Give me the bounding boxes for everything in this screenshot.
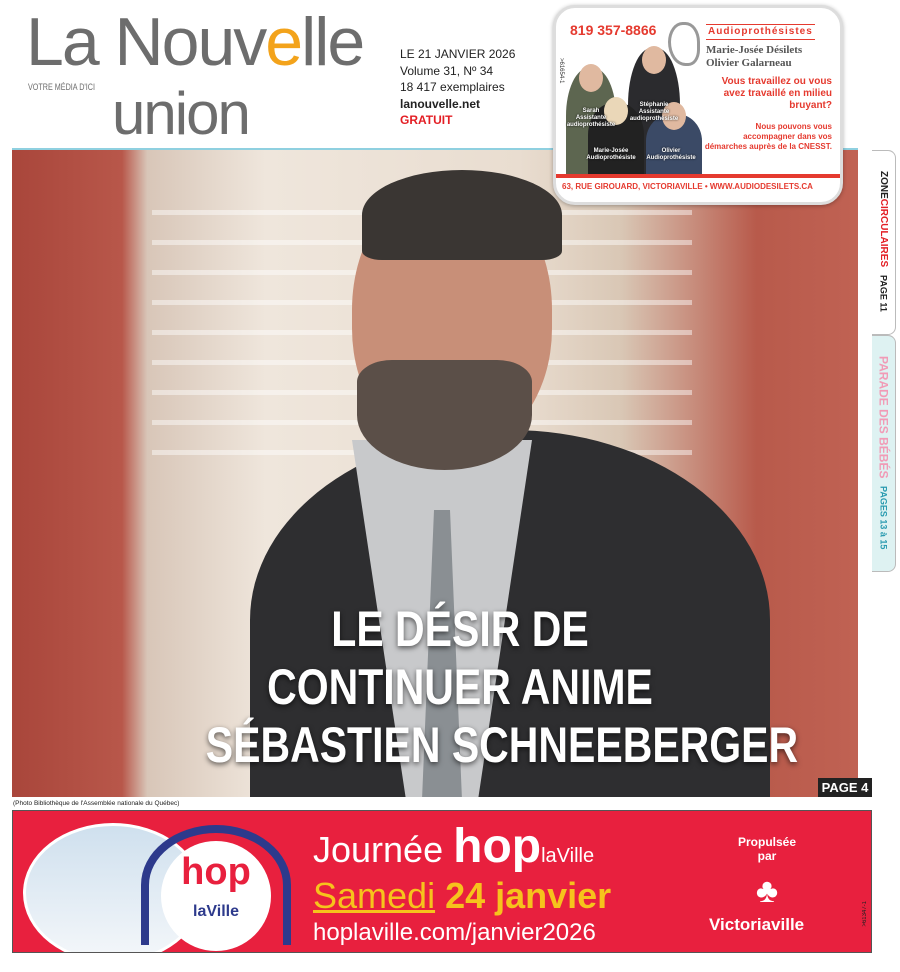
issue-date: LE 21 JANVIER 2026 xyxy=(400,47,516,61)
date-text: 24 janvier xyxy=(445,875,612,916)
tab-title-circulaires: CIRCULAIRES xyxy=(878,198,889,268)
ad-name: Olivier Galarneau xyxy=(706,57,792,69)
logo-text: lle xyxy=(301,4,364,80)
logo-sub: laVille xyxy=(193,903,239,920)
ad-code: >61654-1 xyxy=(558,58,564,84)
headline-line: SÉBASTIEN SCHNEEBERGER xyxy=(205,717,799,773)
tab-title xyxy=(878,171,889,267)
person-role: Audioprothésiste xyxy=(646,155,696,161)
ad-phone: 819 357-8866 xyxy=(570,22,657,38)
photo-credit: (Photo Bibliothèque de l'Assemblée nationale du Québec) xyxy=(13,800,180,807)
tab-zone-circulaires[interactable] xyxy=(872,150,896,335)
hop-la-ville-ad[interactable] xyxy=(12,810,872,953)
website-link[interactable]: lanouvelle.net xyxy=(400,96,481,111)
divider xyxy=(556,174,840,178)
tab-page: PAGE 11 xyxy=(878,275,889,312)
date-day: Samedi xyxy=(313,875,436,916)
headline-line: LE DÉSIR DE xyxy=(331,601,589,657)
person-name: Sarah xyxy=(582,108,600,114)
title-hop: hop xyxy=(453,820,542,873)
headline[interactable] xyxy=(205,600,799,774)
ad-name: Marie-Josée Désilets xyxy=(706,44,803,56)
ad-question: Vous travaillez ou vous avez travaillé en milieu bruyant? xyxy=(721,76,832,111)
staff-photo xyxy=(562,48,702,174)
logo-la-nouvelle xyxy=(26,4,364,80)
person-name: Stéphanie xyxy=(639,102,669,108)
logo-text: La Nouv xyxy=(26,4,266,80)
issue-info xyxy=(400,46,515,129)
ad-offer: Nous pouvons vous accompagner dans vos démarches auprès de la CNESST. xyxy=(704,122,832,151)
title-text: Journée xyxy=(313,829,444,870)
tab-title: PARADE DES BÉBÉS xyxy=(876,356,891,479)
person-role: Assistante audioprothésiste xyxy=(566,115,616,128)
sponsor-name: Victoriaville xyxy=(709,915,805,934)
victoriaville-logo-icon: ♣ xyxy=(755,872,779,910)
tab-title-zone: ZONE xyxy=(878,171,889,199)
ad-address: 63, RUE GIROUARD, VICTORIAVILLE • WWW.AUDIODESILETS.CA xyxy=(562,182,813,191)
title-laville: laVille xyxy=(541,845,595,867)
ad-heading: Audioprothésistes xyxy=(706,24,815,40)
hop-la-ville-logo xyxy=(161,841,271,951)
tagline: VOTRE MÉDIA D'ICI xyxy=(28,82,95,92)
issue-volume: Volume 31, Nº 34 xyxy=(400,63,494,78)
issue-copies: 18 417 exemplaires xyxy=(400,80,505,94)
person-role: Audioprothésiste xyxy=(586,155,636,161)
page-reference[interactable]: PAGE 4 xyxy=(818,778,872,797)
sponsor-label: Propulsée par xyxy=(737,835,797,863)
tab-page: PAGES 13 à 15 xyxy=(878,486,889,550)
person-name: Marie-Josée xyxy=(593,148,629,154)
price: GRATUIT xyxy=(400,113,453,127)
event-url[interactable]: hoplaville.com/janvier2026 xyxy=(313,919,596,946)
logo-e: e xyxy=(265,4,302,80)
ad-code: >61347-1 xyxy=(862,901,868,927)
person-role: Assistante audioprothésiste xyxy=(629,109,679,122)
person-name: Olivier xyxy=(661,148,681,154)
ad-names xyxy=(706,44,802,70)
tab-parade-des-bebes[interactable] xyxy=(872,335,896,572)
logo-text: hop xyxy=(181,851,251,893)
audiologist-ad[interactable] xyxy=(553,5,843,205)
side-tabs xyxy=(872,150,897,570)
event-title xyxy=(313,821,594,882)
headline-line: CONTINUER ANIME xyxy=(267,659,653,715)
event-date xyxy=(313,875,611,917)
logo-union: union xyxy=(112,80,249,147)
